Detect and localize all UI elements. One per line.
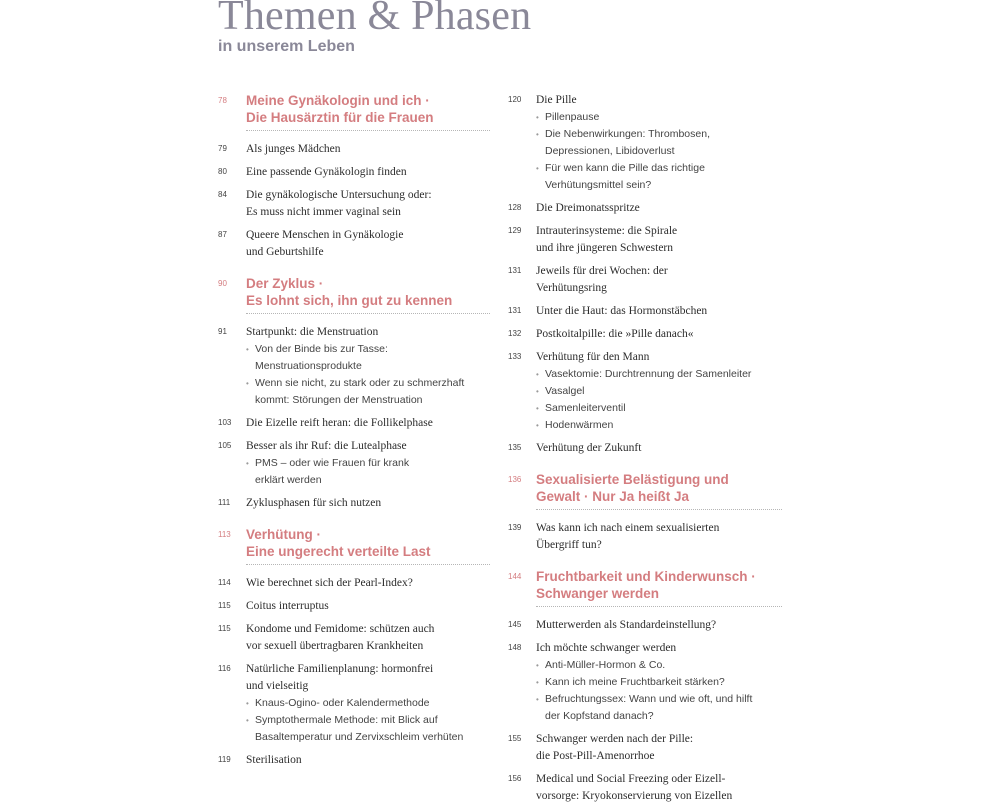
toc-entry[interactable] xyxy=(218,661,490,746)
entry-title-line: Übergriff tun? xyxy=(536,539,602,551)
section-title-line: Gewalt · Nur Ja heißt Ja xyxy=(536,489,690,504)
entry-title xyxy=(536,263,782,297)
entry-page-number: 132 xyxy=(508,329,522,338)
subentry-line: Verhütungsmittel sein? xyxy=(545,179,652,191)
subentry-line: • Knaus-Ogino- oder Kalendermethode xyxy=(255,697,430,709)
entry-title-line: Unter die Haut: das Hormonstäbchen xyxy=(536,305,708,317)
entry-title-line: Jeweils für drei Wochen: der xyxy=(536,265,668,277)
entry-title xyxy=(246,164,490,181)
entry-page-number: 115 xyxy=(218,601,231,610)
entry-title-line: Wie berechnet sich der Pearl-Index? xyxy=(246,577,413,589)
entry-title xyxy=(246,438,490,455)
entry-title-line: und vielseitig xyxy=(246,680,309,692)
entry-page-number: 114 xyxy=(218,578,231,587)
entry-title-line: Medical und Social Freezing oder Eizell- xyxy=(536,773,726,785)
toc-entry[interactable] xyxy=(508,617,782,634)
entry-title xyxy=(536,440,782,457)
toc-entry[interactable] xyxy=(508,303,782,320)
section-title xyxy=(536,568,782,602)
entry-title xyxy=(246,621,490,655)
section-title xyxy=(536,471,782,505)
subentry xyxy=(246,375,490,409)
entry-title-line: Die Dreimonatsspritze xyxy=(536,202,640,214)
subentry-line: Basaltemperatur und Zervixschleim verhüten xyxy=(255,731,464,743)
subentry-list xyxy=(246,455,490,489)
toc-entry[interactable] xyxy=(218,415,490,432)
entry-title xyxy=(246,415,490,432)
section-heading xyxy=(218,526,490,565)
subentry-line: • Wenn sie nicht, zu stark oder zu schmerzhaft xyxy=(255,377,465,389)
entry-page-number: 84 xyxy=(218,190,227,199)
toc-entry[interactable] xyxy=(218,575,490,592)
entry-page-number: 128 xyxy=(508,203,522,212)
entry-title-line: Besser als ihr Ruf: die Lutealphase xyxy=(246,440,407,452)
subentry xyxy=(246,712,490,746)
entry-title xyxy=(246,187,490,221)
toc-entry[interactable] xyxy=(508,440,782,457)
section-title-line: Es lohnt sich, ihn gut zu kennen xyxy=(246,293,453,308)
subentry xyxy=(536,400,782,417)
subentry-line: der Kopfstand danach? xyxy=(545,710,654,722)
subentry-line: • Von der Binde bis zur Tasse: xyxy=(255,343,388,355)
subentry xyxy=(536,160,782,194)
entry-title-line: Ich möchte schwanger werden xyxy=(536,642,677,654)
subentry xyxy=(246,455,490,489)
entry-title-line: Queere Menschen in Gynäkologie xyxy=(246,229,404,241)
subentry-line: • Hodenwärmen xyxy=(545,419,614,431)
section-page-number: 144 xyxy=(508,572,522,581)
section-title xyxy=(246,275,490,309)
entry-title-line: Zyklusphasen für sich nutzen xyxy=(246,497,382,509)
subentry-line: • PMS – oder wie Frauen für krank xyxy=(255,457,410,469)
entry-page-number: 131 xyxy=(508,266,522,275)
entry-title-line: Verhütung der Zukunft xyxy=(536,442,642,454)
section-page-number: 113 xyxy=(218,530,231,539)
entry-title-line: Eine passende Gynäkologin finden xyxy=(246,166,407,178)
entry-title-line: Die Eizelle reift heran: die Follikelphase xyxy=(246,417,433,429)
entry-title-line: Verhütungsring xyxy=(536,282,607,294)
entry-title-line: und ihre jüngeren Schwestern xyxy=(536,242,674,254)
page-title: Themen & Phasen xyxy=(218,0,532,39)
entry-page-number: 115 xyxy=(218,624,231,633)
entry-title xyxy=(246,141,490,158)
toc-column-right xyxy=(508,92,782,811)
section-title-line: Die Hausärztin für die Frauen xyxy=(246,110,434,125)
entry-page-number: 145 xyxy=(508,620,522,629)
subentry-line: • Befruchtungssex: Wann und wie oft, und hilft xyxy=(545,693,753,705)
toc-entry[interactable] xyxy=(508,263,782,297)
entry-title-line: Sterilisation xyxy=(246,754,302,766)
toc-entry[interactable] xyxy=(218,164,490,181)
entry-title-line: Schwanger werden nach der Pille: xyxy=(536,733,694,745)
subentry-line: • Anti-Müller-Hormon & Co. xyxy=(545,659,666,671)
subentry-line: • Kann ich meine Fruchtbarkeit stärken? xyxy=(545,676,725,688)
toc-entry[interactable] xyxy=(508,223,782,257)
entry-title-line: Die gynäkologische Untersuchung oder: xyxy=(246,189,432,201)
entry-title xyxy=(246,661,490,695)
subentry-list xyxy=(536,109,782,194)
toc-entry[interactable] xyxy=(218,324,490,409)
entry-page-number: 133 xyxy=(508,352,522,361)
toc-entry[interactable] xyxy=(508,349,782,434)
entry-title xyxy=(536,200,782,217)
subentry-line: • Pillenpause xyxy=(545,111,600,123)
entry-title xyxy=(246,575,490,592)
entry-page-number: 131 xyxy=(508,306,522,315)
section-heading xyxy=(218,92,490,131)
subentry-list xyxy=(536,366,782,434)
entry-page-number: 156 xyxy=(508,774,522,783)
section-title-line: Der Zyklus · xyxy=(246,276,324,291)
subentry-list xyxy=(246,695,490,746)
toc-entry[interactable] xyxy=(508,92,782,194)
subentry-line: • Vasektomie: Durchtrennung der Samenleiter xyxy=(545,368,752,380)
entry-title-line: Was kann ich nach einem sexualisierten xyxy=(536,522,720,534)
entry-title xyxy=(246,227,490,261)
entry-title xyxy=(536,326,782,343)
toc-entry[interactable] xyxy=(218,438,490,489)
toc-entry[interactable] xyxy=(508,200,782,217)
entry-page-number: 105 xyxy=(218,441,232,450)
toc-entry[interactable] xyxy=(218,227,490,261)
entry-title-line: vorsorge: Kryokonservierung von Eizellen xyxy=(536,790,733,802)
subentry xyxy=(536,383,782,400)
entry-title-line: Postkoitalpille: die »Pille danach« xyxy=(536,328,694,340)
entry-page-number: 111 xyxy=(218,498,231,507)
toc-entry[interactable] xyxy=(218,752,490,769)
toc-entry[interactable] xyxy=(218,598,490,615)
subentry xyxy=(536,109,782,126)
entry-title-line: Startpunkt: die Menstruation xyxy=(246,326,379,338)
entry-title-line: Natürliche Familienplanung: hormonfrei xyxy=(246,663,434,675)
entry-title-line: Es muss nicht immer vaginal sein xyxy=(246,206,401,218)
subentry-line: erklärt werden xyxy=(255,474,322,486)
subentry-line: kommt: Störungen der Menstruation xyxy=(255,394,423,406)
subentry xyxy=(536,674,782,691)
section-title-line: Eine ungerecht verteilte Last xyxy=(246,544,431,559)
section-title-line: Schwanger werden xyxy=(536,586,660,601)
entry-title-line: Verhütung für den Mann xyxy=(536,351,650,363)
entry-title-line: Die Pille xyxy=(536,94,577,106)
entry-title xyxy=(536,640,782,657)
entry-page-number: 135 xyxy=(508,443,522,452)
entry-title-line: Intrauterinsysteme: die Spirale xyxy=(536,225,678,237)
entry-title-line: Als junges Mädchen xyxy=(246,143,341,155)
entry-page-number: 87 xyxy=(218,230,227,239)
entry-title xyxy=(536,223,782,257)
section-heading xyxy=(508,471,782,510)
subentry-line: • Symptothermale Methode: mit Blick auf xyxy=(255,714,438,726)
entry-title-line: Mutterwerden als Standardeinstellung? xyxy=(536,619,717,631)
entry-title xyxy=(536,303,782,320)
entry-page-number: 91 xyxy=(218,327,227,336)
entry-page-number: 129 xyxy=(508,226,522,235)
entry-title-line: die Post-Pill-Amenorrhoe xyxy=(536,750,655,762)
entry-page-number: 148 xyxy=(508,643,522,652)
section-title xyxy=(246,92,490,126)
entry-page-number: 119 xyxy=(218,755,231,764)
toc-entry[interactable] xyxy=(218,621,490,655)
entry-page-number: 103 xyxy=(218,418,232,427)
subentry-list xyxy=(536,657,782,725)
subentry xyxy=(246,695,490,712)
subentry-line: • Die Nebenwirkungen: Thrombosen, xyxy=(545,128,710,140)
subentry-line: Depressionen, Libidoverlust xyxy=(545,145,675,157)
entry-title-line: vor sexuell übertragbaren Krankheiten xyxy=(246,640,424,652)
section-title-line: Sexualisierte Belästigung und xyxy=(536,472,729,487)
entry-title xyxy=(536,92,782,109)
page-subtitle: in unserem Leben xyxy=(218,38,355,55)
entry-page-number: 79 xyxy=(218,144,227,153)
section-title-line: Meine Gynäkologin und ich · xyxy=(246,93,430,108)
toc-column-left xyxy=(218,92,490,775)
entry-title xyxy=(246,598,490,615)
section-page-number: 136 xyxy=(508,475,522,484)
subentry-line: • Samenleiterventil xyxy=(545,402,626,414)
section-heading xyxy=(508,568,782,607)
entry-title xyxy=(536,731,782,765)
entry-page-number: 116 xyxy=(218,664,231,673)
entry-title xyxy=(536,349,782,366)
toc-entry[interactable] xyxy=(218,141,490,158)
entry-title xyxy=(536,520,782,554)
subentry-line: • Vasalgel xyxy=(545,385,585,397)
entry-title-line: und Geburtshilfe xyxy=(246,246,324,258)
entry-page-number: 120 xyxy=(508,95,522,104)
subentry xyxy=(536,691,782,725)
entry-title xyxy=(246,752,490,769)
entry-page-number: 80 xyxy=(218,167,227,176)
toc-entry[interactable] xyxy=(508,326,782,343)
subentry xyxy=(536,417,782,434)
entry-title-line: Coitus interruptus xyxy=(246,600,329,612)
subentry xyxy=(246,341,490,375)
section-title xyxy=(246,526,490,560)
section-title-line: Fruchtbarkeit und Kinderwunsch · xyxy=(536,569,756,584)
toc-entry[interactable] xyxy=(508,640,782,725)
entry-title xyxy=(246,495,490,512)
entry-title-line: Kondome und Femidome: schützen auch xyxy=(246,623,435,635)
subentry-line: • Für wen kann die Pille das richtige xyxy=(545,162,705,174)
section-title-line: Verhütung · xyxy=(246,527,321,542)
toc-entry[interactable] xyxy=(508,731,782,765)
entry-page-number: 139 xyxy=(508,523,522,532)
toc-entry[interactable] xyxy=(218,495,490,512)
subentry-list xyxy=(246,341,490,409)
entry-title xyxy=(536,617,782,634)
toc-entry[interactable] xyxy=(218,187,490,221)
entry-page-number: 155 xyxy=(508,734,522,743)
section-heading xyxy=(218,275,490,314)
section-page-number: 90 xyxy=(218,279,227,288)
subentry xyxy=(536,366,782,383)
entry-title xyxy=(246,324,490,341)
subentry xyxy=(536,126,782,160)
toc-entry[interactable] xyxy=(508,520,782,554)
subentry xyxy=(536,657,782,674)
section-page-number: 78 xyxy=(218,96,227,105)
subentry-line: Menstruationsprodukte xyxy=(255,360,362,372)
